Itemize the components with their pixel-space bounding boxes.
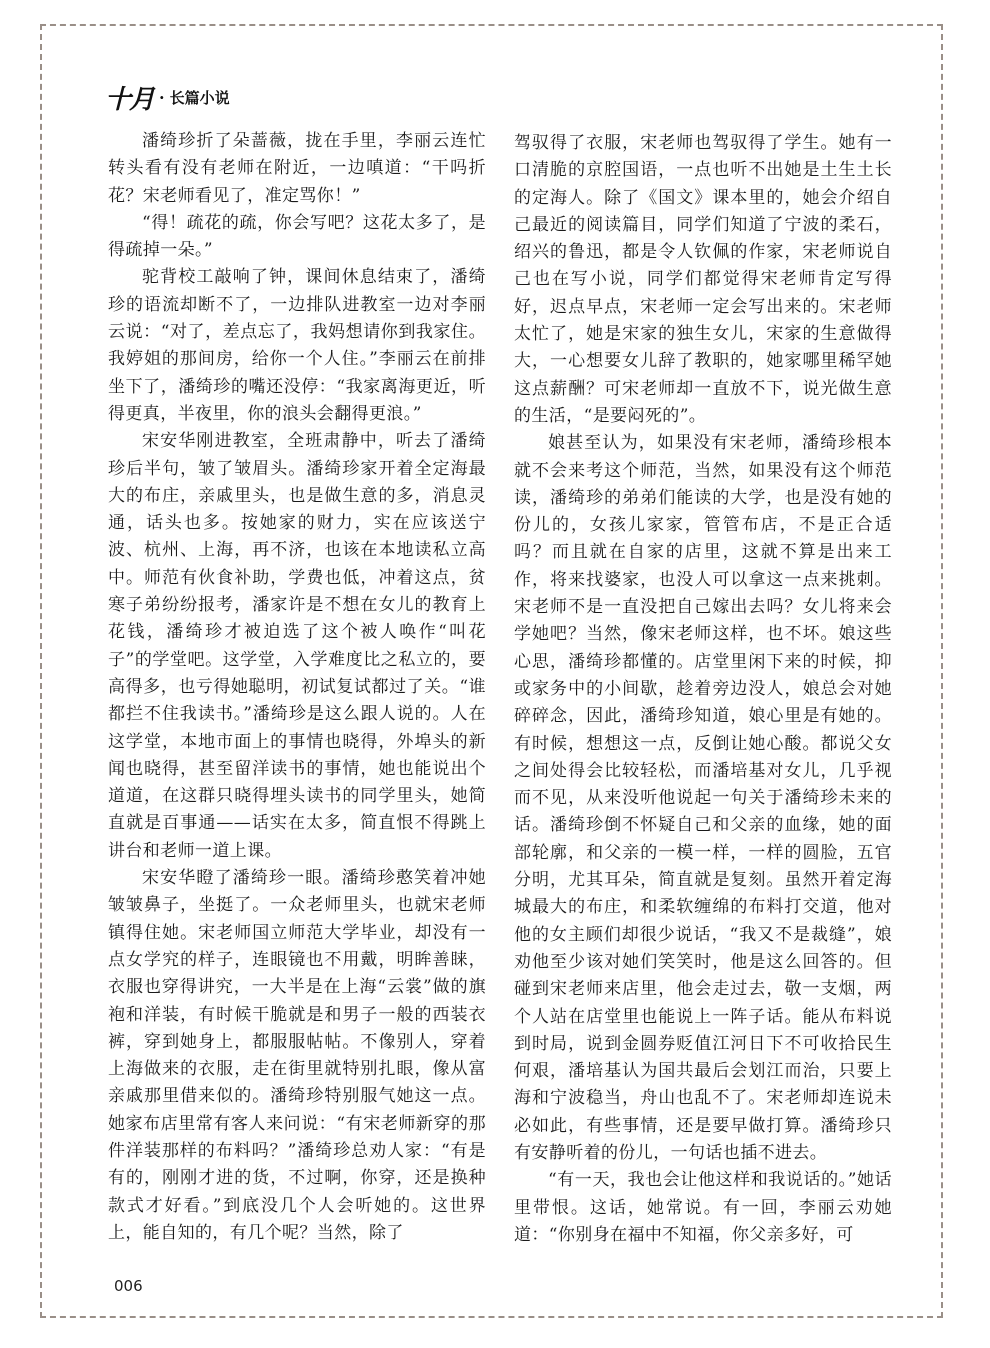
- paragraph: 驼背校工敲响了钟，课间休息结束了，潘绮珍的语流却断不了，一边排队进教室一边对李丽云说：“对了，差点忘了，我妈想请你到我家住。我婷姐的那间房，给你一个人住。”李丽云在前排坐下了，潘绮珍的嘴还没停：“我家离海更近，听得更真，半夜里，你的浪头会翻得更浪。”: [108, 267, 486, 424]
- header-separator: ·: [159, 87, 165, 107]
- section-label: 长篇小说: [169, 88, 230, 107]
- paragraph: 宋安华刚进教室，全班肃静中，听去了潘绮珍后半句，皱了皱眉头。潘绮珍家开着全定海最大的布庄，亲戚里头，也是做生意的多，消息灵通，话头也多。按她家的财力，实在应该送宁波、杭州、上海，再不济，也该在本地读私立高中。师范有伙食补助，学费也低，冲着这点，贫寒子弟纷纷报考，潘家许是不想在女儿的教育上花钱，潘绮珍才被迫选了这个被人唤作“叫花子”的学堂吧。这学堂，入学难度比之私立的，要高得多，也亏得她聪明，初试复试都过了关。“谁都拦不住我读书。”潘绮珍是这么跟人说的。人在这学堂，本地市面上的事情也晓得，外埠头的新闻也晓得，甚至留洋读书的事情，她也能说出个道道，在这群只晓得埋头读书的同学里头，她简直就是百事通——话实在太多，简直恨不得跳上讲台和老师一道上课。: [108, 431, 486, 861]
- left-column: [108, 128, 486, 1247]
- magazine-logo: 十月: [105, 84, 154, 115]
- paragraph: 宋安华瞪了潘绮珍一眼。潘绮珍憨笑着冲她皱皱鼻子，坐挺了。一众老师里头，也就宋老师镇得住她。宋老师国立师范大学毕业，却没有一点女学究的样子，连眼镜也不用戴，明眸善睐，衣服也穿得讲究，一大半是在上海“云裳”做的旗袍和洋装，有时候干脆就是和男子一般的西装衣裤，穿到她身上，都服服帖帖。不像别人，穿着上海做来的衣服，走在街里就特别扎眼，像从富亲戚那里借来似的。潘绮珍特别服气她这一点。她家布店里常有客人来问说：“有宋老师新穿的那件洋装那样的布料吗？”潘绮珍总劝人家：“有是有的，刚刚才进的货，不过啊，你穿，还是换种款式才好看。”到底没几个人会听她的。这世界上，能自知的，有几个呢？当然，除了: [108, 868, 486, 1243]
- right-column: [514, 130, 892, 1249]
- running-header: [105, 82, 230, 115]
- page-number: 006: [114, 1277, 143, 1295]
- paragraph-continued: 驾驭得了衣服，宋老师也驾驭得了学生。她有一口清脆的京腔国语，一点也听不出她是土生土长的定海人。除了《国文》课本里的，她会介绍自己最近的阅读篇目，同学们知道了宁波的柔石，绍兴的鲁迅，都是令人钦佩的作家，宋老师说自己也在写小说，同学们都觉得宋老师肯定写得好，迟点早点，宋老师一定会写出来的。宋老师太忙了，她是宋家的独生女儿，宋家的生意做得大，一心想要女儿辞了教职的，她家哪里稀罕她这点薪酬？可宋老师却一直放不下，说光做生意的生活，“是要闷死的”。: [514, 133, 892, 426]
- paragraph: “有一天，我也会让他这样和我说话的。”她话里带恨。这话，她常说。有一回，李丽云劝她道：“你别身在福中不知福，你父亲多好，可: [514, 1170, 892, 1245]
- paragraph: 潘绮珍折了朵蔷薇，拢在手里，李丽云连忙转头看有没有老师在附近，一边嗔道：“干吗折花？宋老师看见了，准定骂你！”: [108, 131, 486, 206]
- paragraph: “得！疏花的疏，你会写吧？这花太多了，是得疏掉一朵。”: [108, 212, 486, 261]
- paragraph: 娘甚至认为，如果没有宋老师，潘绮珍根本就不会来考这个师范，当然，如果没有这个师范读，潘绮珍的弟弟们能读的大学，也是没有她的份儿的，女孩儿家家，管管布店，不是正合适吗？而且就在自家的店里，这就不算是出来工作，将来找婆家，也没人可以拿这一点来挑刺。宋老师不是一直没把自己嫁出去吗？女儿将来会学她吧？当然，像宋老师这样，也不坏。娘这些心思，潘绮珍都懂的。店堂里闲下来的时候，抑或家务中的小间歇，趁着旁边没人，娘总会对她碎碎念，因此，潘绮珍知道，娘心里是有她的。有时候，想想这一点，反倒让她心酸。都说父女之间处得会比较轻松，而潘培基对女儿，几乎视而不见，从来没听他说起一句关于潘绮珍未来的话。潘绮珍倒不怀疑自己和父亲的血缘，她的面部轮廓，和父亲的一模一样，一样的圆脸，五官分明，尤其耳朵，简直就是复刻。虽然开着定海城最大的布庄，和柔软缠绵的布料打交道，他对他的女主顾们却很少说话，“我又不是裁缝”，娘劝他至少该对她们笑笑时，他是这么回答的。但碰到宋老师来店里，他会走过去，敬一支烟，两个人站在店堂里也能说上一阵子话。能从布料说到时局，说到金圆券贬值江河日下不可收拾民生何艰，潘培基认为国共最后会划江而治，只要上海和宁波稳当，舟山也乱不了。宋老师却连说未必如此，有些事情，还是要早做打算。潘绮珍只有安静听着的份儿，一句话也插不进去。: [514, 433, 892, 1163]
